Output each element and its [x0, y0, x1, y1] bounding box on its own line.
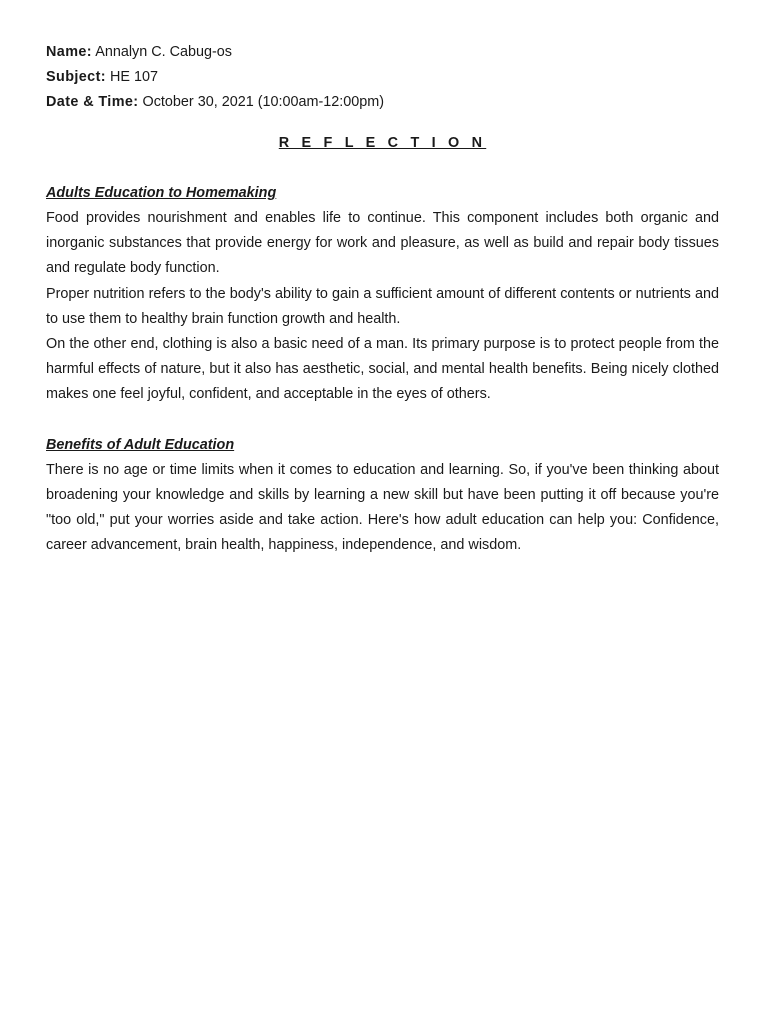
paragraph: Food provides nourishment and enables life to continue. This component includes both organic and inorganic substances that provide energy for work and pleasure, as well as build and repair body tissues and regulate body function. [46, 210, 719, 277]
section-benefits [46, 433, 719, 559]
paragraph: On the other end, clothing is also a basic need of a man. Its primary purpose is to protect people from the harmful effects of nature, but it also has aesthetic, social, and mental health benefits. Being nicely clothed makes one feel joyful, confident, and acceptable in the eyes of others. [46, 336, 719, 403]
subject-value: HE 107 [109, 69, 158, 85]
section-heading: Adults Education to Homemaking [46, 185, 277, 201]
name-value: Annalyn C. Cabug-os [95, 44, 233, 60]
document-page [46, 40, 719, 558]
name-line [46, 40, 719, 65]
section-homemaking [46, 181, 719, 408]
subject-label: Subject: [46, 69, 106, 85]
subject-line [46, 65, 719, 90]
paragraph: Proper nutrition refers to the body's ability to gain a sufficient amount of different contents or nutrients and to use them to healthy brain function growth and health. [46, 285, 719, 327]
paragraph: There is no age or time limits when it comes to education and learning. So, if you've been thinking about broadening your knowledge and skills by learning a new skill but have been putting it off because you're "too old," put your worries aside and take action. Here's how adult education can help you: Confidence, career advancement, brain health, happiness, independence, and wisdom. [46, 461, 719, 554]
datetime-line [46, 90, 719, 115]
datetime-label: Date & Time: [46, 94, 139, 110]
document-title: R E F L E C T I O N [278, 135, 487, 151]
datetime-value: October 30, 2021 (10:00am-12:00pm) [142, 94, 385, 110]
name-label: Name: [46, 44, 92, 60]
section-heading: Benefits of Adult Education [46, 436, 235, 453]
